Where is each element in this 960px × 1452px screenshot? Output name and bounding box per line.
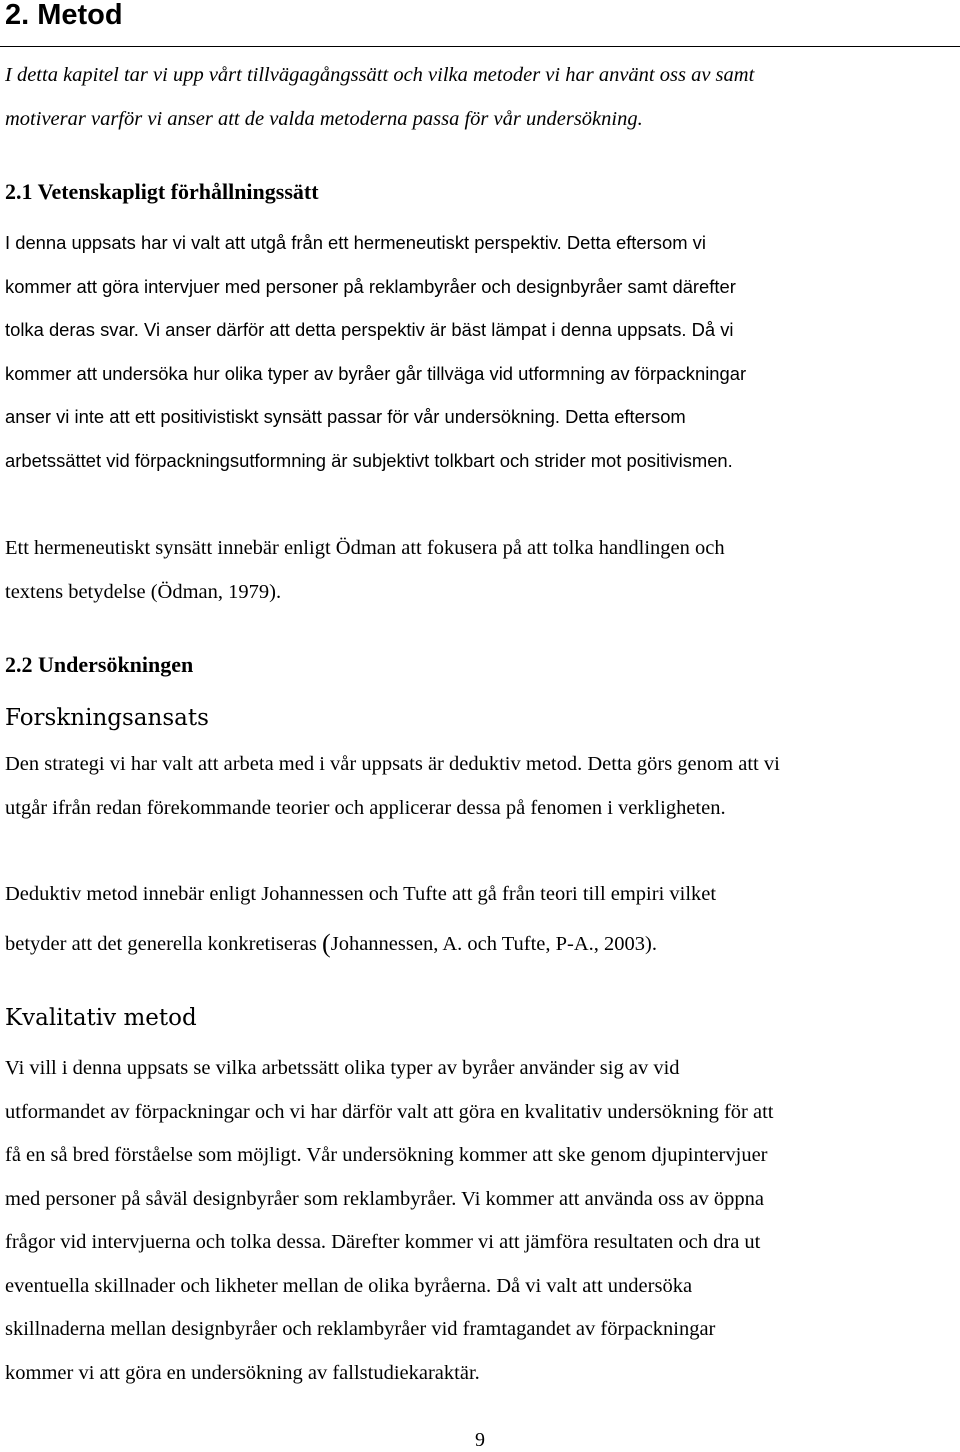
text-segment: betyder att det generella konkretiseras: [5, 932, 323, 955]
text-line: frågor vid intervjuerna och tolka dessa. Därefter kommer vi att jämföra resultaten och dra ut: [5, 1231, 761, 1253]
text-line: motiverar varför vi anser att de valda metoderna passa för vår undersökning.: [5, 108, 643, 130]
chapter-title: 2. Metod: [5, 0, 123, 31]
chapter-intro: [5, 53, 754, 141]
text-line: utgår ifrån redan förekommande teorier och applicerar dessa på fenomen i verkligheten.: [5, 796, 726, 819]
section-heading-2-1: 2.1 Vetenskapligt förhållningssätt: [5, 179, 319, 204]
kvalitativ-metod-paragraph: [5, 1047, 773, 1395]
text-line: få en så bred förståelse som möjligt. Vår undersökning kommer att ske genom djupintervjuer: [5, 1144, 768, 1166]
text-line: anser vi inte att ett positivistiskt synsätt passar för vår undersökning. Detta eftersom: [5, 406, 686, 427]
section-heading-2-2: 2.2 Undersökningen: [5, 652, 194, 677]
text-line: eventuella skillnader och likheter mellan de olika byråerna. Då vi valt att undersöka: [5, 1274, 693, 1297]
text-line: textens betydelse (Ödman, 1979).: [5, 580, 282, 603]
subsection-heading-kvalitativ-metod: Kvalitativ metod: [5, 1005, 197, 1031]
text-line: med personer på såväl designbyråer som reklambyråer. Vi kommer att använda oss av öppna: [5, 1187, 764, 1210]
title-rule: [0, 46, 960, 47]
text-line: tolka deras svar. Vi anser därför att detta perspektiv är bäst lämpat i denna uppsats. Då vi: [5, 319, 734, 340]
text-line: Ett hermeneutiskt synsätt innebär enligt Ödman att fokusera på att tolka handlingen och: [5, 537, 725, 559]
text-line: kommer att göra intervjuer med personer på reklambyråer och designbyråer samt därefter: [5, 275, 736, 297]
citation-open-paren: (: [322, 928, 331, 958]
text-line: utformandet av förpackningar och vi har därför valt att göra en kvalitativ undersökning för att: [5, 1100, 774, 1123]
section-2-1-paragraph-1: [5, 221, 746, 482]
subsection-heading-forskningsansats: Forskningsansats: [5, 705, 209, 731]
text-line: skillnaderna mellan designbyråer och reklambyråer vid framtagandet av förpackningar: [5, 1318, 716, 1340]
text-line: kommer vi att göra en undersökning av fallstudiekaraktär.: [5, 1361, 480, 1384]
text-line: [5, 922, 716, 967]
forskningsansats-paragraph-1: [5, 743, 780, 830]
text-line: Den strategi vi har valt att arbeta med i vår uppsats är deduktiv metod. Detta görs genom att vi: [5, 753, 780, 775]
text-line: Deduktiv metod innebär enligt Johannessen och Tufte att gå från teori till empiri vilket: [5, 883, 717, 905]
text-line: Vi vill i denna uppsats se vilka arbetssätt olika typer av byråer använder sig av vid: [5, 1057, 680, 1079]
text-line: I denna uppsats har vi valt att utgå från ett hermeneutiskt perspektiv. Detta eftersom vi: [5, 232, 706, 253]
forskningsansats-paragraph-2: [5, 873, 716, 966]
text-line: I detta kapitel tar vi upp vårt tillvägagångssätt och vilka metoder vi har använt oss av samt: [5, 64, 755, 86]
section-2-1-paragraph-2: [5, 527, 725, 614]
text-line: kommer att undersöka hur olika typer av byråer går tillväga vid utformning av förpackningar: [5, 362, 747, 384]
page-number: 9: [475, 1429, 485, 1451]
text-line: arbetssättet vid förpackningsutformning är subjektivt tolkbart och strider mot positivismen.: [5, 449, 733, 471]
citation-text: Johannessen, A. och Tufte, P-A., 2003).: [330, 932, 658, 955]
